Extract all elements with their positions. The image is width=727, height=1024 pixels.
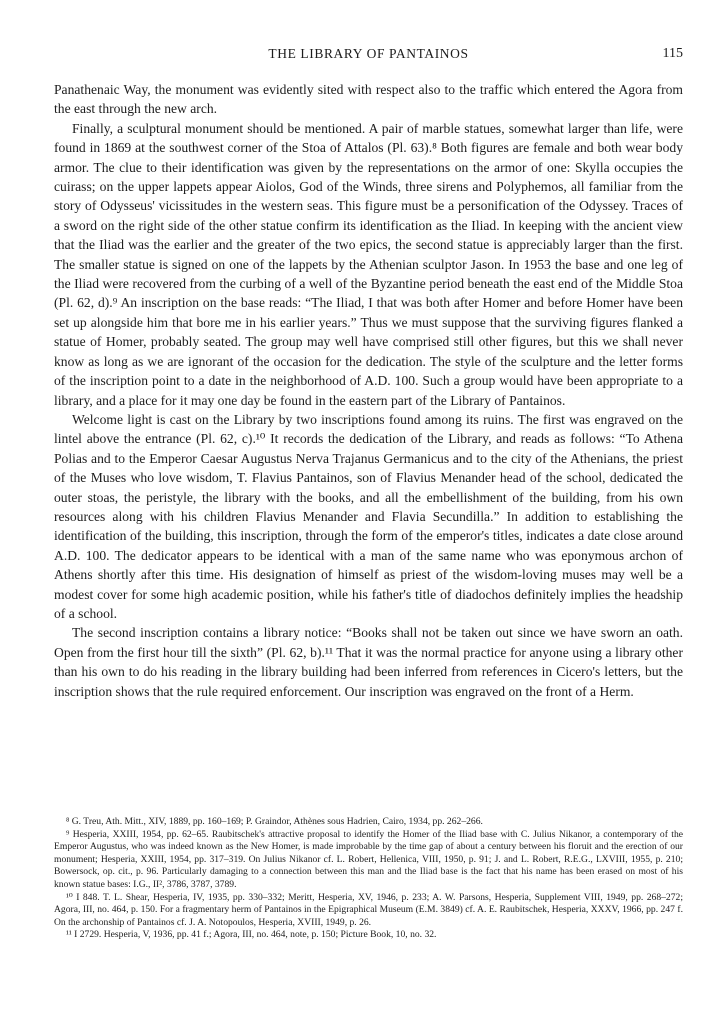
paragraph-continuation: Panathenaic Way, the monument was evidently sited with respect also to the traffic which entered the Agora from the east through the new arch. <box>54 82 683 117</box>
body-text <box>54 80 683 701</box>
paragraph-inscriptions: Welcome light is cast on the Library by two inscriptions found among its ruins. The first was engraved on the lintel above the entrance (Pl. 62, c).¹⁰ It records the dedication of the Library, and reads as follows: “To Athena Polias and to the Emperor Caesar Augustus Nerva Trajanus Germanicus and to the city of the Athenians, the priest of the Muses who love wisdom, T. Flavius Pantainos, son of Flavius Menander head of the school, dedicated the outer stoas, the peristyle, the library with the books, and all the embellishment of the building, from his own resources along with his children Flavius Menander and Flavia Secundilla.” In addition to establishing the identification of the building, this inscription, through the form of the emperor's titles, indicates a date close around A.D. 100. The dedicator appears to be identical with a man of the same name who was eponymous archon of Athens shortly after this time. His designation of himself as priest of the wisdom-loving muses may well be a modest cover for some high academic position, while his father's title of diadochos definitely implies the headship of a school. <box>54 411 683 621</box>
footnote-10: ¹⁰ I 848. T. L. Shear, Hesperia, IV, 1935, pp. 330–332; Meritt, Hesperia, XV, 1946, p. 233; A. W. Parsons, Hesperia, Supplement VIII, 1949, pp. 268–272; Agora, III, no. 464, p. 150. For a fragmentary herm of Pantainos in the Epigraphical Museum (E.M. 3849) cf. A. E. Raubitschek, Hesperia, XXXV, 1966, pp. 247 f. On the archonship of Pantainos cf. J. A. Notopoulos, Hesperia, XVIII, 1949, p. 26. <box>54 891 683 928</box>
page-header <box>54 46 683 68</box>
footnotes <box>54 816 683 942</box>
footnote-11: ¹¹ I 2729. Hesperia, V, 1936, pp. 41 f.; Agora, III, no. 464, note, p. 150; Picture Book, 10, no. 32. <box>66 929 437 941</box>
paragraph-sculptural-monument: Finally, a sculptural monument should be mentioned. A pair of marble statues, somewhat larger than life, were found in 1869 at the southwest corner of the Stoa of Attalos (Pl. 63).⁸ Both figures are female and both wear body armor. The clue to their identification was given by the representations on the armor of one: Skylla occupies the cuirass; on the upper lappets appear Aiolos, God of the Winds, three sirens and Polyphemos, all familiar from the story of Odysseus' vicissitudes in the western seas. This figure must be a personification of the Odyssey. Traces of a sword on the right side of the other statue confirm its identification as the Iliad. In keeping with the ancient view that the Iliad was the earlier and the greater of the two epics, the second statue is appreciably larger than the first. The smaller statue is signed on one of the lappets by the Athenian sculptor Jason. In 1953 the base and one leg of the Iliad were recovered from the curbing of a well of the Byzantine period beneath the east end of the Middle Stoa (Pl. 62, d).⁹ An inscription on the base reads: “The Iliad, I that was both after Homer and before Homer have been set up alongside him that bore me in his earlier years.” Thus we must suppose that the surviving figures flanked a statue of Homer, probably seated. The group may well have comprised still other figures, but this we shall never know as long as we are ignorant of the occasion for the dedication. The style of the sculpture and the letter forms of the inscription point to a date in the neighborhood of A.D. 100. Such a group would have been appropriate to a library, and a place for it may one day be found in the eastern part of the Library of Pantainos. <box>54 120 683 408</box>
running-title: THE LIBRARY OF PANTAINOS <box>268 46 469 61</box>
footnote-8: ⁸ G. Treu, Ath. Mitt., XIV, 1889, pp. 160–169; P. Graindor, Athènes sous Hadrien, Cairo, 1934, pp. 262–266. <box>66 816 483 827</box>
footnote-9: ⁹ Hesperia, XXIII, 1954, pp. 62–65. Raubitschek's attractive proposal to identify the Homer of the Iliad base with C. Julius Nikanor, a contemporary of the Emperor Augustus, who was indeed known as the New Homer, is made improbable by the time gap of about a century between his floruit and the erection of our monument; Hesperia, XXIII, 1954, pp. 317–319. On Julius Nikanor cf. L. Robert, Hellenica, VIII, 1950, p. 91; J. and L. Robert, R.E.G., LXVIII, 1955, p. 210; Bowersock, op. cit., p. 96. Particularly damaging to a connection between this man and the Iliad base is the fact that his name has been erased on most of his known statue bases: I.G., II², 3786, 3787, 3789. <box>54 828 683 890</box>
paragraph-library-notice: The second inscription contains a library notice: “Books shall not be taken out since we have sworn an oath. Open from the first hour till the sixth” (Pl. 62, b).¹¹ That it was the normal practice for anyone using a library other than his own to do his reading in the library building had been inferred from references in Cicero's letters, but the inscription shows that the rule required enforcement. Our inscription was engraved on the front of a Herm. <box>54 625 683 699</box>
page-number: 115 <box>662 46 683 61</box>
